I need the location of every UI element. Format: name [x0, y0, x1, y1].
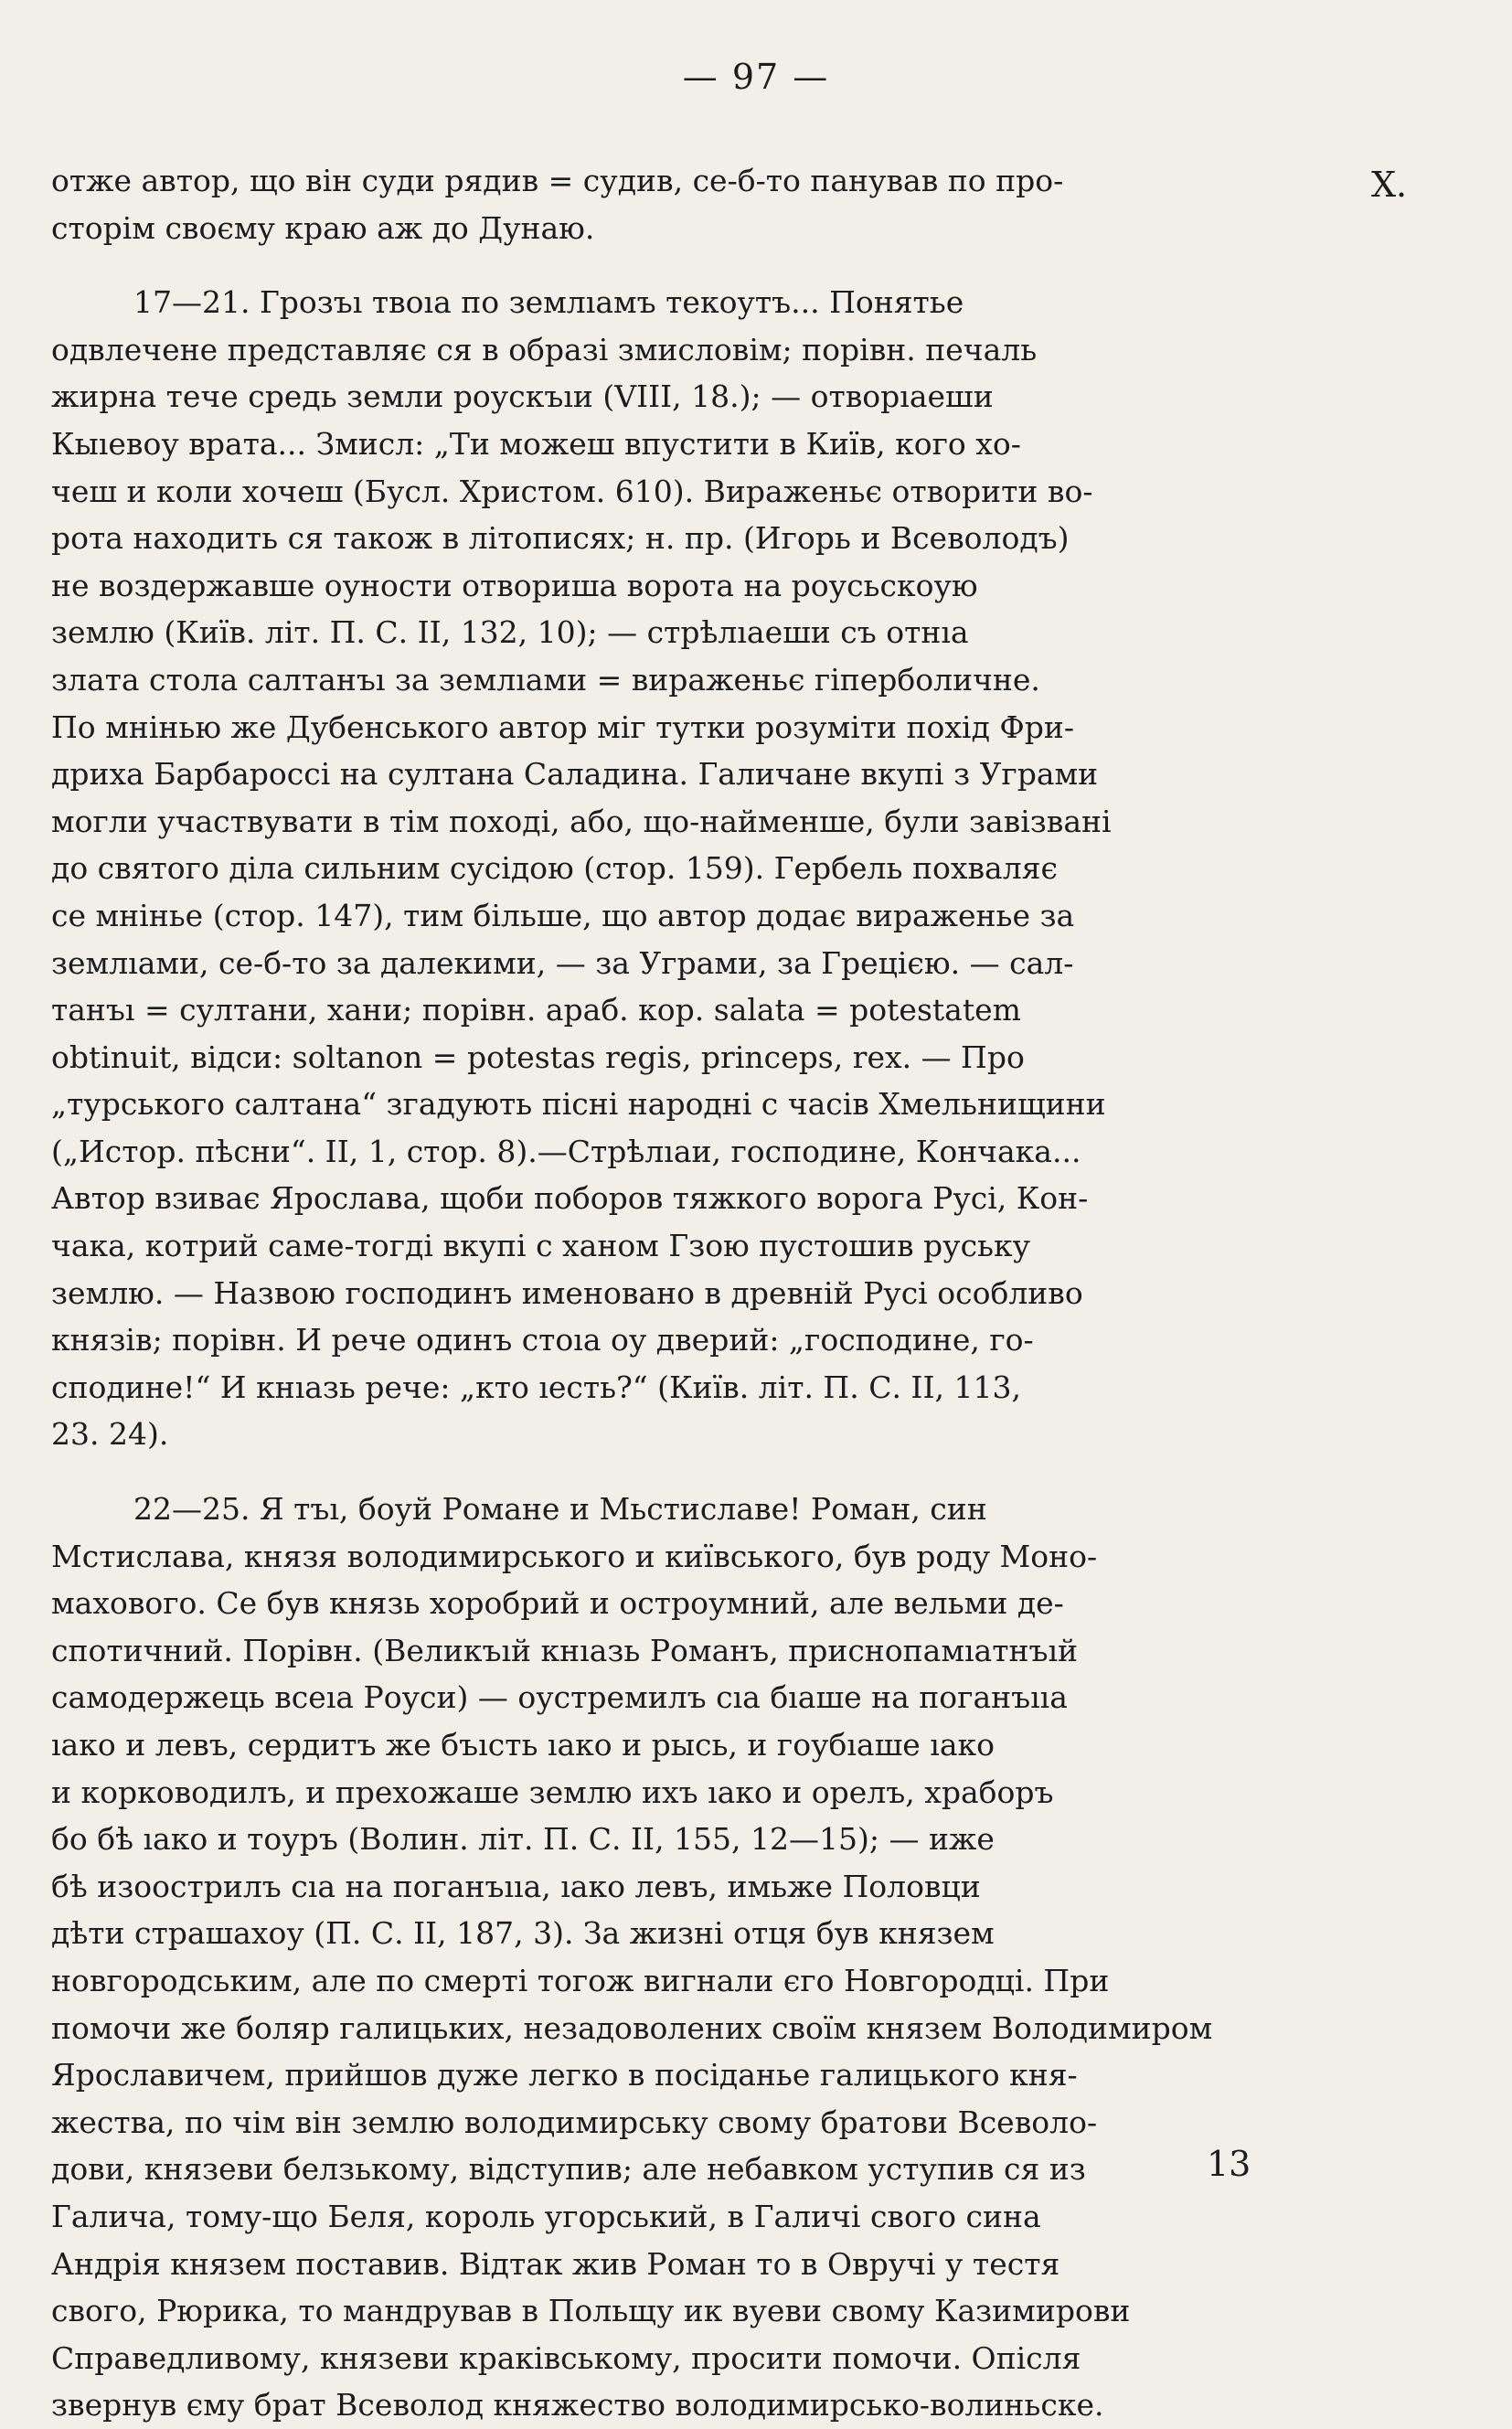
text-line: отже автор, що він суди рядив = судив, се-б-то панував по про-: [51, 163, 1064, 198]
text-line: жества, по чім він землю володимирську свому братови Всеволо-: [51, 2104, 1098, 2140]
text-line: Справедливому, князеви краківському, просити помочи. Опісля: [51, 2339, 1081, 2376]
text-line: дѣти страшахоу (П. С. II, 187, 3). За жизні отця був князем: [51, 1915, 995, 1952]
text-line: чака, котрий саме-тогді вкупі с ханом Гзою пустошив руську: [51, 1228, 1031, 1264]
text-line: новгородським, але по смерті тогож вигнали єго Новгородці. При: [51, 1962, 1110, 1998]
text-line: помочи же боляр галицьких, незадоволених своїм князем Володимиром: [51, 2009, 1213, 2046]
text-line: obtinuit, відси: soltanon = potestas regis, princeps, rex. — Про: [51, 1039, 1025, 1075]
text-line: ıако и левъ, сердитъ же бъıсть ıако и рысь, и гоубıаше ıако: [51, 1727, 996, 1763]
paragraph-2: [51, 279, 1346, 1458]
paragraph-1: [51, 157, 1346, 251]
text-line: се мнінье (стор. 147), тим більше, що автор додає вираженье за: [51, 897, 1075, 933]
text-line: Ярославичем, прийшов дуже легко в посіданье галицького кня-: [51, 2057, 1078, 2093]
text-line: до святого діла сильним сусідою (стор. 159). Гербель похваляє: [51, 850, 1058, 887]
text-line: землю. — Назвою господинъ именовано в древній Русі особливо: [51, 1274, 1083, 1311]
text-line: одвлечене представляє ся в образі змисловім; порівн. печаль: [51, 331, 1038, 368]
text-line: По мнінью же Дубенського автор міг тутки розуміти похід Фри-: [51, 708, 1075, 745]
text-line: махового. Се був князь хоробрий и остроумний, але вельми де-: [51, 1585, 1064, 1622]
paragraph-3: [51, 1486, 1346, 2429]
text-line: землю (Київ. літ. П. С. II, 132, 10); — стрѣлıаеши съ отнıа: [51, 614, 969, 651]
margin-note: X.: [1371, 165, 1408, 205]
text-line: сторім своєму краю аж до Дунаю.: [51, 209, 595, 246]
text-line: могли участвувати в тім поході, або, що-найменше, були завізвані: [51, 803, 1112, 839]
text-line: „турського салтана“ згадують пісні народні с часів Хмельнищини: [51, 1086, 1106, 1123]
text-line: Галича, тому-що Беля, король угорський, в Галичі свого сина: [51, 2198, 1041, 2234]
text-line: Автор взиває Ярослава, щоби поборов тяжкого ворога Русі, Кон-: [51, 1180, 1089, 1217]
text-line: и корководилъ, и прехожаше землю ихъ ıако и орелъ, храборъ: [51, 1774, 1054, 1810]
text-line: свого, Рюрика, то мандрував в Польщу ик вуеви свому Казимирови: [51, 2293, 1131, 2329]
text-line: Мстислава, князя володимирського и київського, був роду Моно-: [51, 1538, 1098, 1574]
text-line: землıами, се-б-то за далекими, — за Уграми, за Грецією. — сал-: [51, 944, 1074, 981]
text-line: дови, князеви белзькому, відступив; але небавком уступив ся из: [51, 2151, 1086, 2188]
text-line: чеш и коли хочеш (Бусл. Христом. 610). Вираженьє отворити во-: [51, 473, 1093, 509]
text-line: бѣ изоострилъ сıа на поганъııа, ıако левъ, имьже Половци: [51, 1868, 981, 1904]
signature-mark: 13: [1207, 2144, 1251, 2184]
text-line: 22—25. Я тъı, боуй Романе и Мьстиславе! Роман, син: [133, 1491, 987, 1528]
text-line: Андрія князем поставив. Відтак жив Роман то в Овручі у тестя: [51, 2245, 1060, 2282]
text-line: не воздержавше оуности отвориша ворота на роусьскоую: [51, 567, 978, 603]
text-line: сподине!“ И кнıазь рече: „кто ıесть?“ (Київ. літ. П. С. II, 113,: [51, 1369, 1021, 1405]
text-line: жирна тече средь земли роускъıи (VIII, 18.); — отворıаеши: [51, 378, 994, 415]
text-line: („Истор. пѣсни“. II, 1, стор. 8).—Стрѣлıаи, господине, Кончака...: [51, 1133, 1081, 1169]
text-line: дриха Барбароссі на султана Саладина. Галичане вкупі з Уграми: [51, 756, 1099, 793]
text-line: князів; порівн. И рече одинъ стоıа оу дверий: „господине, го-: [51, 1322, 1034, 1358]
text-line: бо бѣ ıако и тоуръ (Волин. літ. П. С. II, 155, 12—15); — иже: [51, 1821, 995, 1858]
text-line: спотичний. Порівн. (Великъıй кнıазь Романъ, приснопамıатнъıй: [51, 1632, 1079, 1668]
text-line: 17—21. Грозъı твоıа по землıамъ текоутъ... Понятье: [133, 284, 964, 321]
page-number: — 97 —: [682, 57, 830, 97]
text-line: рота находить ся також в літописях; н. пр. (Игорь и Всеволодъ): [51, 520, 1070, 557]
text-line: самодержець всеıа Роуси) — оустремилъ сıа бıаше на поганъııа: [51, 1679, 1068, 1716]
text-line: звернув єму брат Всеволод княжество володимирсько-волиньске.: [51, 2387, 1104, 2424]
text-line: злата стола салтанъı за землıами = вираженьє гіперболичне.: [51, 661, 1040, 698]
text-line: Кыıевоу врата... Змисл: „Ти можеш впустити в Київ, кого хо-: [51, 425, 1021, 462]
text-line: 23. 24).: [51, 1416, 169, 1453]
body-text: [51, 157, 1346, 2429]
text-line: танъı = султани, хани; порівн. араб. кор. salata = potestatem: [51, 992, 1021, 1028]
